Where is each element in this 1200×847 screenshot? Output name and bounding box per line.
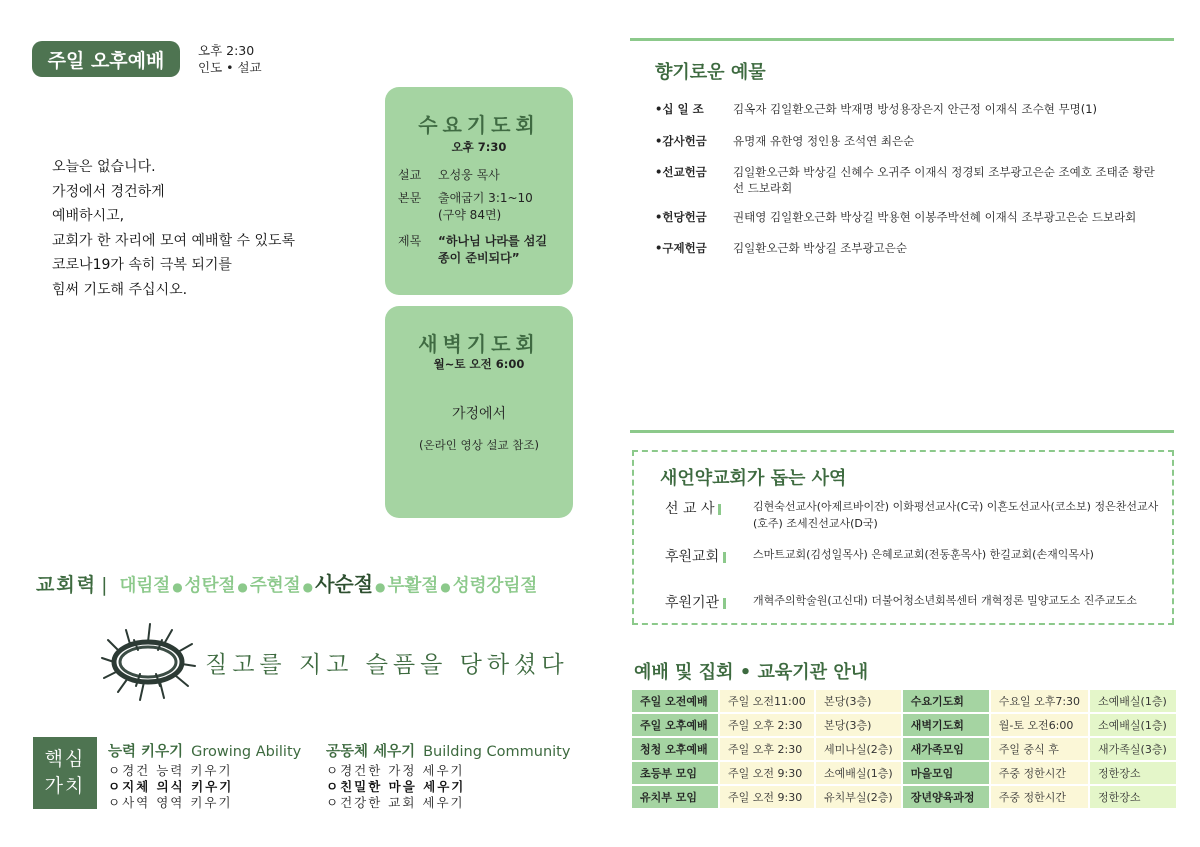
schedule-cell: 수요일 오후7:30 (991, 690, 1088, 712)
row-key: 본문 (398, 191, 422, 205)
bar-icon (723, 598, 726, 609)
bar-icon (718, 504, 721, 515)
dot-icon: ● (302, 580, 314, 594)
row-value-2: (구약 84면) (438, 208, 502, 222)
lent-message: 질고를 지고 슬픔을 당하셨다 (205, 652, 569, 678)
wednesday-prayer-box (385, 87, 573, 295)
offering-row (655, 209, 1163, 225)
core-title: 능력 키우기 (108, 744, 184, 760)
schedule-cell: 주일 오전11:00 (720, 690, 814, 712)
afternoon-detail: 인도 • 설교 (198, 60, 262, 75)
ministry-names: 김현숙선교사(아제르바이잔) 이화평선교사(C국) 이흔도선교사(코소보) 정은찬선교사(호주) 조세진선교사(D국) (753, 500, 1159, 530)
schedule-row (632, 786, 1176, 808)
ministry-names: 개혁주의학술원(고신대) 더불어청소년회복센터 개혁정론 밀양교도소 진주교도소 (753, 594, 1137, 607)
schedule-event: 장년양육과정 (903, 786, 989, 808)
offering-type: •헌당헌금 (655, 210, 707, 224)
dawn-time: 월~토 오전 6:00 (433, 357, 525, 371)
core-title-en: Building Community (423, 744, 571, 760)
dot-icon: ● (172, 580, 183, 594)
calendar-item: 대림절 (119, 576, 171, 596)
schedule-cell: 세미나실(2층) (816, 738, 901, 760)
schedule-cell: 주일 오전 9:30 (720, 762, 814, 784)
schedule-row (632, 738, 1176, 760)
schedule-event: 새벽기도회 (903, 714, 989, 736)
core-item: ㅇ경건 능력 키우기 (108, 763, 233, 778)
row-value: 오성웅 목사 (438, 168, 500, 182)
notice-line: 가정에서 경건하게 (52, 183, 165, 200)
offering-row (655, 101, 1163, 117)
notice-line: 코로나19가 속히 극복 되기를 (52, 257, 232, 273)
afternoon-service-label: 주일 오후예배 (32, 41, 180, 77)
schedule-event: 주일 오후예배 (632, 714, 718, 736)
schedule-cell: 주일 오후 2:30 (720, 714, 814, 736)
bar-icon (723, 552, 726, 563)
schedule-event: 초등부 모임 (632, 762, 718, 784)
schedule-event: 청청 오후예배 (632, 738, 718, 760)
core-title: 공동체 세우기 (326, 744, 416, 760)
notice-line: 교회가 한 자리에 모여 예배할 수 있도록 (52, 232, 296, 249)
core-values-label (33, 737, 97, 809)
core-item: ㅇ사역 영역 키우기 (108, 795, 233, 810)
schedule-cell: 정한장소 (1090, 786, 1176, 808)
row-value: 출애굽기 3:1~10 (438, 191, 533, 205)
core-item: ㅇ건강한 교회 세우기 (326, 795, 465, 810)
ministry-type: 후원교회 (665, 549, 720, 565)
core-title-en: Growing Ability (191, 744, 302, 760)
schedule-cell: 주일 오전 9:30 (720, 786, 814, 808)
afternoon-notice (52, 155, 295, 302)
core-item: ㅇ지체 의식 키우기 (108, 779, 234, 794)
dawn-note: (온라인 영상 설교 참조) (419, 438, 539, 452)
dawn-title: 새벽기도회 (418, 332, 540, 356)
schedule-event: 유치부 모임 (632, 786, 718, 808)
schedule-cell: 소예배실(1층) (816, 762, 901, 784)
calendar-item: 부활절 (387, 576, 439, 596)
notice-line: 오늘은 없습니다. (52, 159, 156, 175)
core-item: ㅇ친밀한 마을 세우기 (326, 779, 466, 794)
ministry-type: 선 교 사 (665, 501, 715, 517)
offering-type: •십 일 조 (655, 102, 704, 116)
core-label-2: 가치 (44, 775, 86, 797)
offering-names: 김일환오근화 박상길 신혜수 오귀주 이재식 정경퇴 조부광고은순 조예호 조태준 황란선 드보라회 (733, 165, 1155, 195)
schedule-cell: 주중 정한시간 (991, 786, 1088, 808)
schedule-event: 수요기도회 (903, 690, 989, 712)
core-value-ability (108, 740, 301, 811)
schedule-cell: 주중 정한시간 (991, 762, 1088, 784)
offering-names: 유명재 유한영 정인용 조석연 최은순 (733, 134, 915, 148)
row-value-2: 종이 준비되다” (438, 251, 520, 265)
ministry-row (665, 592, 1163, 612)
church-calendar (36, 568, 537, 597)
offerings-title: 향기로운 예물 (655, 62, 766, 83)
schedule-table (630, 688, 1178, 810)
calendar-item: 주현절 (249, 576, 301, 596)
calendar-head: 교회력 (36, 574, 98, 596)
offering-row (655, 164, 1163, 196)
schedule-cell: 유치부실(2층) (816, 786, 901, 808)
core-label-1: 핵심 (44, 748, 86, 770)
row-value: “하나님 나라를 섬길 (438, 234, 547, 248)
offering-type: •구제헌금 (655, 241, 707, 255)
ministry-row (665, 546, 1163, 566)
core-item: ㅇ경건한 가정 세우기 (326, 763, 465, 778)
offering-type: •감사헌금 (655, 134, 707, 148)
schedule-row (632, 762, 1176, 784)
ministry-type: 후원기관 (665, 595, 720, 611)
afternoon-service-info (198, 42, 262, 76)
afternoon-time: 오후 2:30 (198, 43, 255, 58)
calendar-item: 성탄절 (184, 576, 236, 596)
core-value-community (326, 740, 570, 811)
dot-icon: ● (440, 580, 451, 594)
ministry-border-bottom (632, 623, 1174, 625)
dawn-prayer-box (385, 306, 573, 518)
row-key: 제목 (398, 234, 422, 248)
schedule-cell: 월-토 오전6:00 (991, 714, 1088, 736)
schedule-event: 주일 오전예배 (632, 690, 718, 712)
schedule-cell: 본당(3층) (816, 714, 901, 736)
calendar-divider: | (101, 574, 108, 596)
schedule-event: 마을모임 (903, 762, 989, 784)
offering-names: 김옥자 김일환오근화 박재명 방성용장은지 안근정 이재식 조수현 무명(1) (733, 102, 1098, 116)
ministry-title: 새언약교회가 돕는 사역 (660, 468, 847, 489)
offering-names: 김일환오근화 박상길 조부광고은순 (733, 241, 907, 255)
row-key: 설교 (398, 168, 422, 182)
schedule-cell: 소예배실(1층) (1090, 714, 1176, 736)
schedule-row (632, 690, 1176, 712)
dawn-place: 가정에서 (451, 406, 507, 422)
notice-line: 힘써 기도해 주십시오. (52, 281, 188, 298)
crown-of-thorns-icon (100, 620, 196, 702)
dot-icon: ● (375, 580, 386, 594)
notice-line: 예배하시고, (52, 208, 125, 224)
offering-row (655, 240, 1163, 256)
schedule-title: 예배 및 집회 • 교육기관 안내 (634, 662, 869, 683)
dot-icon: ● (237, 580, 248, 594)
schedule-event: 새가족모임 (903, 738, 989, 760)
wednesday-row-title (398, 233, 547, 267)
ministry-row (665, 498, 1163, 532)
schedule-cell: 주일 중식 후 (991, 738, 1088, 760)
schedule-cell: 소예배실(1층) (1090, 690, 1176, 712)
offerings-rule (630, 38, 1174, 41)
ministry-rule (630, 430, 1174, 433)
schedule-cell: 새가족실(3층) (1090, 738, 1176, 760)
schedule-cell: 정한장소 (1090, 762, 1176, 784)
offering-type: •선교헌금 (655, 165, 707, 179)
schedule-row (632, 714, 1176, 736)
offering-row (655, 133, 1163, 149)
schedule-cell: 주일 오후 2:30 (720, 738, 814, 760)
wednesday-row-text (398, 190, 533, 224)
wednesday-title: 수요기도회 (418, 113, 540, 137)
calendar-item: 성령강림절 (452, 576, 538, 596)
wednesday-row-preacher (398, 167, 500, 184)
ministry-names: 스마트교회(김성일목사) 은혜로교회(전동훈목사) 한길교회(손재익목사) (753, 548, 1094, 561)
offering-names: 권태영 김일환오근화 박상길 박용현 이봉주박선혜 이재식 조부광고은순 드보라회 (733, 210, 1137, 224)
calendar-item-current: 사순절 (315, 572, 374, 596)
schedule-cell: 본당(3층) (816, 690, 901, 712)
wednesday-time: 오후 7:30 (451, 140, 507, 154)
